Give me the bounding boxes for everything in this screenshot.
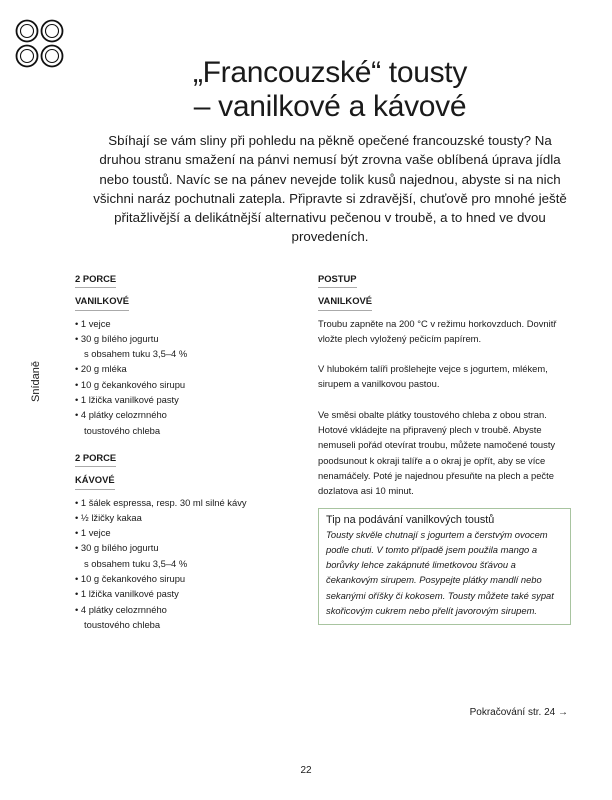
portions-heading: 2 PORCE [75,450,116,467]
ingredient-text: toustového chleba [84,618,161,630]
intro-paragraph: Sbíhají se vám sliny při pohledu na pěkně opečené francouzské tousty? Na druhou stranu smažení na pánvi nemusí být zrovna vaše oblíbená úprava jídla nebo toustů. Navíc se na pánev nevejde tolik kusů najednou, abyste si na nich všichni naráz pochutnali zatepla. Připravte si zdravější, chuťově pro mnohé ještě přitažlivější a delikátnější alternativu pečenou v troubě, a to hned ve dvou provedeních. [93,133,567,245]
ingredient-text: 30 g bílého jogurtu [80,332,159,344]
ingredient-item [75,540,295,571]
ingredient-text: toustového chleba [84,424,161,436]
ingredient-item [75,602,295,633]
ingredient-item [75,377,295,392]
portions-heading: 2 PORCE [75,271,116,288]
ingredient-text: s obsahem tuku 3,5–4 % [84,557,188,569]
ingredient-text: 1 šálek espressa, resp. 30 ml silné kávy [80,496,247,508]
ingredient-text: 1 lžička vanilkové pasty [80,588,179,600]
method-column [318,271,570,625]
title-line: – vanilkové a kávové [193,90,467,123]
ingredient-item [75,510,295,525]
ingredient-item [75,525,295,540]
ingredient-item [75,316,295,331]
ingredient-list [75,316,295,438]
continued-link[interactable]: Pokračování str. 24 → [469,707,568,718]
tip-title: Tip na podávání vanilkových toustů [326,513,495,526]
tip-text: Tousty skvěle chutnají s jogurtem a čerstvým ovocem podle chuti. V tomto případě jsem použila mango a borůvky lehce zakápnuté limetkovou šťávou a čekankovým sirupem. Posypejte plátky mandlí nebo sekanými oříšky či kokosem. Tousty můžete také sypat skořicovým cukrem nebo přelít javorovým sirupem. [326,528,554,617]
method-step: Troubu zapněte na 200 °C v režimu horkovzduch. Dovnitř vložte plech vyložený pečicím papírem. [318,317,557,344]
page-title [90,56,570,124]
method-variant: VANILKOVÉ [318,293,372,310]
tip-box [318,508,571,626]
ingredient-text: 10 g čekankového sirupu [80,573,186,585]
ingredient-item [75,361,295,376]
ingredient-item [75,495,295,510]
method-step: V hlubokém talíři prošlehejte vejce s jogurtem, mlékem, sirupem a vanilkovou pastou. [318,363,548,390]
section-label: Snídaně [30,361,42,402]
ingredient-text: 1 vejce [80,527,111,539]
variant-heading: VANILKOVÉ [75,293,129,310]
ingredient-item [75,392,295,407]
ingredient-text: 1 vejce [80,317,111,329]
method-heading: POSTUP [318,271,357,288]
ingredient-text: ½ lžičky kakaa [80,511,142,523]
ingredients-column [75,271,295,644]
ingredient-text: s obsahem tuku 3,5–4 % [84,348,188,360]
ingredient-text: 30 g bílého jogurtu [80,542,159,554]
ingredient-item [75,571,295,586]
ingredient-item [75,407,295,438]
ingredient-text: 1 lžička vanilkové pasty [80,394,179,406]
ingredient-list [75,495,295,633]
title-line: „Francouzské“ tousty [192,56,468,89]
method-step: Ve směsi obalte plátky toustového chleba z obou stran. Hotové vkládejte na připravený plech v troubě. Abyste nemuseli pořád otevírat troubu, můžete namočené tousty poodsunout k okraji talíře a o okraj je opřít, aby se více nenamáčely. Poté je najednou přesuňte na plech a pečte dozlatova asi 10 minut. [318,408,556,497]
variant-heading: KÁVOVÉ [75,472,115,489]
ingredient-text: 4 plátky celozrnného [80,603,167,615]
ingredient-text: 20 g mléka [80,363,127,375]
page-number: 22 [300,765,312,776]
ingredient-item [75,586,295,601]
stove-burners-icon [15,19,65,69]
ingredient-text: 4 plátky celozrnného [80,409,167,421]
ingredient-text: 10 g čekankového sirupu [80,378,186,390]
ingredient-item [75,331,295,362]
